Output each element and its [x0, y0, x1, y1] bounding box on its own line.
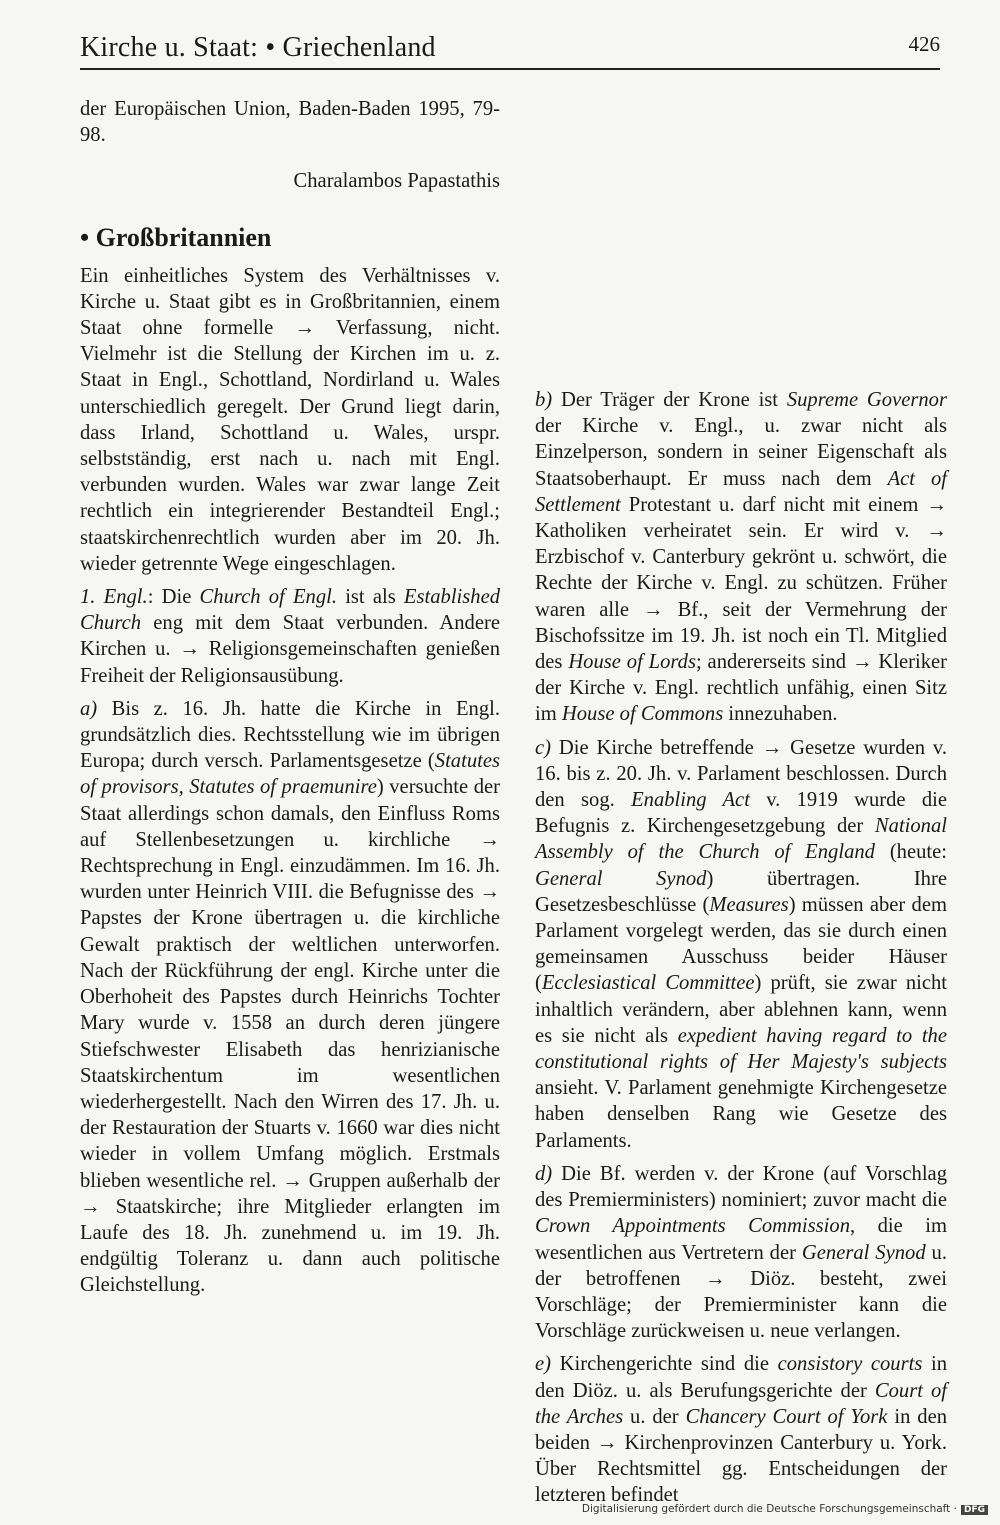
paragraph-e — [535, 1351, 947, 1508]
italic-term: Ecclesiastical Committee — [541, 972, 755, 995]
text-run: ) versuchte der Staat allerdings schon damals, den Einfluss Roms auf Stellenbesetzungen u. kirchliche → Rechtsprechung in Engl. einzudämmen. Im 16. Jh. wurden unter Heinrich VIII. die Befugnisse des → Papstes der Krone übertragen u. die kirchliche Gewalt praktisch der weltlichen unterworfen. Nach der Rückführung der engl. Kirche unter die Oberhoheit des Papstes durch Heinrichs Tochter Mary wurde v. 1558 an durch deren jüngere Stiefschwester Elisabeth das henrizianische Staatskirchentum im wesentlichen wiederhergestellt. Nach den Wirren des 17. Jh. u. der Restauration der Stuarts v. 1660 war dies nicht wieder in vollem Umfang möglich. Erstmals blieben wesentliche rel. → Gruppen außerhalb der → Staatskirche; ihre Mitglieder erlangten im Laufe des 18. Jh. zunehmend u. im 19. Jh. endgültig Toleranz u. dann auch politische Gleichstellung. — [80, 776, 500, 1297]
italic-term: expedient having regard to the constitutional rights of Her Majesty's subjects — [535, 1024, 947, 1074]
text-run: ) prüft, sie zwar nicht inhaltlich verändern, aber ablehnen kann, wenn es sie nicht als — [535, 972, 947, 1047]
text-run: (heute: — [874, 841, 947, 864]
text-run: in den beiden → Kirchenprovinzen Canterbury u. York. Über Rechtsmittel gg. Entscheidungen der letzteren befindet — [535, 1405, 948, 1507]
italic-term: House of Lords — [568, 651, 696, 674]
paragraph-d — [535, 1161, 947, 1344]
paragraph-intro: Ein einheitliches System des Verhältnisses v. Kirche u. Staat gibt es in Großbritannien, einem Staat ohne formelle → Verfassung, nicht. Vielmehr ist die Stellung der Kirchen im u. z. Staat in Engl., Schottland, Nordirland u. Wales unterschiedlich geregelt. Der Grund liegt darin, dass Irland, Schottland u. Wales, urspr. selbstständig, erst nach u. nach mit Engl. verbunden wurden. Wales war zwar lange Zeit rechtlich ein integrierender Bestandteil Engl.; staatskirchenrechtlich wurden aber im 20. Jh. wieder getrennte Wege eingeschlagen. — [80, 264, 500, 575]
paragraph-label: a) — [80, 697, 98, 720]
text-run: , die im wesentlichen aus Vertretern der — [535, 1215, 947, 1264]
right-column — [535, 96, 947, 1509]
paragraph-b — [535, 387, 947, 728]
italic-term: Statutes of provisors, Statutes of praemunire — [80, 750, 500, 799]
paragraph-label: 1. Engl. — [80, 586, 148, 609]
italic-term: Church of Engl. — [199, 586, 337, 609]
text-run: Kirchengerichte sind die — [551, 1353, 778, 1376]
text-run: u. der — [623, 1405, 686, 1428]
paragraph-england — [80, 584, 500, 689]
paragraph-label: e) — [535, 1353, 551, 1376]
italic-term: Established Church — [80, 586, 501, 635]
text-run: : Die — [147, 586, 200, 609]
text-run: ) übertragen. Ihre Gesetzesbeschlüsse ( — [535, 867, 947, 916]
text-run: Bis z. 16. Jh. hatte die Kirche in Engl. grundsätzlich dies. Rechtsstellung wie im übrigen Europa; durch versch. Parlamentsgesetze ( — [80, 697, 500, 773]
italic-term: Court of the Arches — [535, 1379, 947, 1428]
header-rule — [80, 68, 940, 70]
italic-term: House of Commons — [561, 703, 724, 726]
funding-footer — [582, 1503, 988, 1515]
italic-term: consistory courts — [777, 1353, 923, 1376]
text-run: ; andererseits sind → Kleriker der Kirche v. Engl. rechtlich unfähig, einen Sitz im — [535, 651, 947, 726]
text-run: ist als — [337, 586, 404, 609]
paragraph-continuation: der Europäischen Union, Baden-Baden 1995, 79-98. — [80, 98, 500, 147]
text-run: ) müssen aber dem Parlament vorgelegt werden, das sie durch einen gemeinsamen Ausschuss beider Häuser ( — [535, 893, 947, 995]
text-run: innezuhaben. — [723, 703, 838, 726]
text-run: ansieht. V. Parlament genehmigte Kirchengesetze haben denselben Rang wie Gesetze des Parlaments. — [535, 1077, 947, 1152]
paragraph-a — [80, 696, 500, 1299]
text-run: eng mit dem Staat verbunden. Andere Kirchen u. → Religionsgemeinschaften genießen Freiheit der Religionsausübung. — [80, 612, 500, 687]
italic-term: Measures — [709, 893, 789, 916]
text-run: der Kirche v. Engl., u. zwar nicht als Einzelperson, sondern in seiner Eigenschaft als Staatsoberhaupt. Er muss nach dem — [535, 415, 947, 490]
italic-term: General Synod — [801, 1241, 926, 1264]
italic-term: General Synod — [535, 867, 707, 890]
paragraph-label: b) — [535, 389, 553, 411]
italic-term: Crown Appointments Commission — [535, 1215, 850, 1238]
italic-term: Enabling Act — [631, 789, 750, 812]
footer-text: Digitalisierung gefördert durch die Deutsche Forschungsgemeinschaft · — [581, 1503, 957, 1515]
running-title: Kirche u. Staat: • Griechenland — [80, 32, 436, 63]
text-run: Protestant u. darf nicht mit einem → Katholiken verheiratet sein. Er wird v. → Erzbischof v. Canterbury gekrönt u. schwört, die Rechte der Kirche v. Engl. zu schützen. Früher waren alle → Bf., seit der Vermehrung der Bischofssitze im 19. Jh. ist noch ein Tl. Mitglied des — [535, 493, 947, 674]
text-run: in den Diöz. u. als Berufungsgerichte der — [535, 1353, 947, 1402]
paragraph-label: c) — [535, 736, 551, 759]
italic-term: Act of Settlement — [535, 467, 947, 516]
paragraph-c — [535, 735, 947, 1154]
italic-term: Supreme Governor — [786, 389, 947, 411]
section-heading: • Großbritannien — [80, 222, 272, 252]
text-run: u. der betroffenen → Diöz. besteht, zwei Vorschläge; der Premierminister kann die Vorschläge zurückweisen u. neue verlangen. — [535, 1241, 947, 1343]
author-signature: Charalambos Papastathis — [293, 170, 500, 193]
dfg-logo: DFG — [961, 1505, 988, 1515]
text-run: Die Kirche betreffende → Gesetze wurden v. 16. bis z. 20. Jh. v. Parlament beschlossen. Durch den sog. — [535, 736, 947, 812]
paragraph-label: d) — [535, 1162, 553, 1185]
running-header — [80, 28, 940, 72]
italic-term: Chancery Court of York — [685, 1405, 888, 1428]
text-run: Der Träger der Krone ist — [552, 389, 787, 411]
text-run: Die Bf. werden v. der Krone (auf Vorschlag des Premierministers) nominiert; zuvor macht die — [535, 1162, 947, 1212]
page-number: 426 — [908, 32, 940, 56]
italic-term: National Assembly of the Church of England — [535, 815, 947, 864]
text-run: v. 1919 wurde die Befugnis z. Kirchengesetzgebung der — [535, 789, 947, 838]
left-column — [80, 96, 500, 1299]
